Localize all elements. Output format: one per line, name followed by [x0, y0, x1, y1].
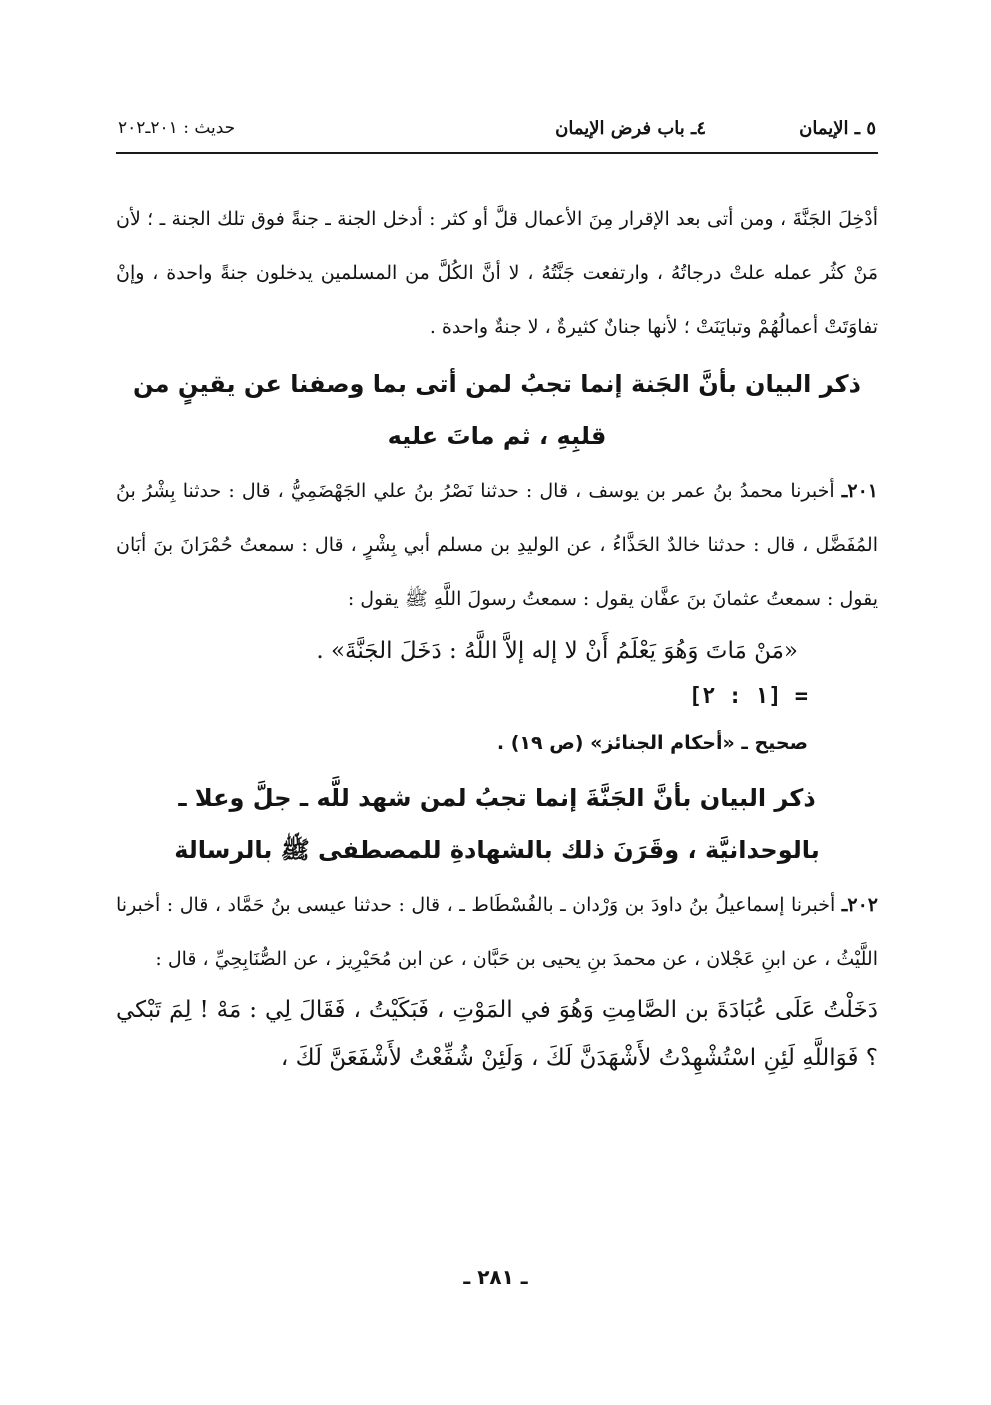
hadith-202-story: دَخَلْتُ عَلَى عُبَادَةَ بن الصَّامِتِ وَهُوَ في المَوْتِ ، فَبَكَيْتُ ، فَقَالَ لِي : مَهْ ! لِمَ تَبْكي ؟ فَوَاللَّهِ لَئِنِ اسْتُشْهِدْتُ لأَشْهَدَنَّ لَكَ ، وَلَئِنْ شُفِّعْتُ لأَشْفَعَنَّ لَكَ ، — [116, 997, 878, 1071]
hadith-201-number: ٢٠١ـ — [841, 480, 878, 502]
header-divider — [116, 152, 878, 154]
hadith-201-reference: = [١ : ٢] — [688, 684, 808, 709]
hadith-202-chain: أخبرنا إسماعيلُ بنُ داودَ بن وَرْدان ـ بالفُسْطَاط ـ ، قال : حدثنا عيسى بنُ حَمَّاد ، قال : أخبرنا اللَّيْثُ ، عن ابنِ عَجْلان ، عن محمدَ بنِ يحيى بن حَبَّان ، عن ابن مُحَيْرِيز ، عن الصُّنَابِحِيِّ ، قال : — [116, 894, 878, 970]
chapter-heading-1 — [116, 358, 878, 462]
header-hadith-range: حديث : ٢٠١ـ٢٠٢ — [118, 118, 236, 138]
intro-paragraph: أدْخِلَ الجَنَّةَ ، ومن أتى بعد الإقرار مِنَ الأعمال قلَّ أو كثر : أدخل الجنة ـ جنةً فوق تلك الجنة ـ ؛ لأن مَنْ كثُر عمله علتْ درجاتُهُ ، وارتفعت جَنَّتُهُ ، لا أنَّ الكُلَّ من المسلمين يدخلون جنةً واحدة ، وإنْ تفاوَتَتْ أعمالُهُمْ وتبايَنَتْ ؛ لأنها جنانٌ كثيرةٌ ، لا جنةٌ واحدة . — [116, 208, 878, 338]
heading-1-line-2: قلبِهِ ، ثم ماتَ عليه — [387, 422, 607, 450]
hadith-201-isnad — [116, 464, 878, 626]
chapter-heading-2 — [116, 772, 878, 876]
running-header — [118, 118, 876, 152]
heading-1-line-1: ذكر البيان بأنَّ الجَنة إنما تجبُ لمن أتى بما وصفنا عن يقينٍ من — [133, 370, 861, 398]
hadith-202-number: ٢٠٢ـ — [841, 894, 878, 916]
page-body — [116, 192, 878, 1082]
page-number: ـ ٢٨١ ـ — [463, 1265, 528, 1289]
hadith-202-isnad — [116, 878, 878, 986]
header-section-title: ٥ ـ الإيمان — [799, 118, 876, 139]
hadith-201-grade: صحيح ـ «أحكام الجنائز» (ص ١٩) . — [496, 732, 808, 754]
header-chapter-title: ٤ـ باب فرض الإيمان — [555, 118, 706, 139]
hadith-201-chain: أخبرنا محمدُ بنُ عمر بن يوسف ، قال : حدثنا نَصْرُ بنُ علي الجَهْضَمِيُّ ، قال : حدثنا بِشْرُ بنُ المُفَضَّل ، قال : حدثنا خالدٌ الحَذَّاءُ ، عن الوليدِ بن مسلم أبي بِشْرٍ ، قال : سمعتُ حُمْرَانَ بنَ أبَان يقول : سمعتُ عثمانَ بنَ عفَّان يقول : سمعتُ رسولَ اللَّهِ ﷺ يقول : — [116, 480, 878, 610]
hadith-201-matn: «مَنْ مَاتَ وَهُوَ يَعْلَمُ أَنْ لا إله إلاَّ اللَّهُ : دَخَلَ الجَنَّةَ» . — [316, 638, 798, 664]
heading-2-line-2: بالوحدانيَّة ، وقَرَنَ ذلك بالشهادةِ للمصطفى ﷺ بالرسالة — [174, 836, 820, 864]
heading-2-line-1: ذكر البيان بأنَّ الجَنَّةَ إنما تجبُ لمن شهد للَّه ـ جلَّ وعلا ـ — [178, 784, 816, 812]
